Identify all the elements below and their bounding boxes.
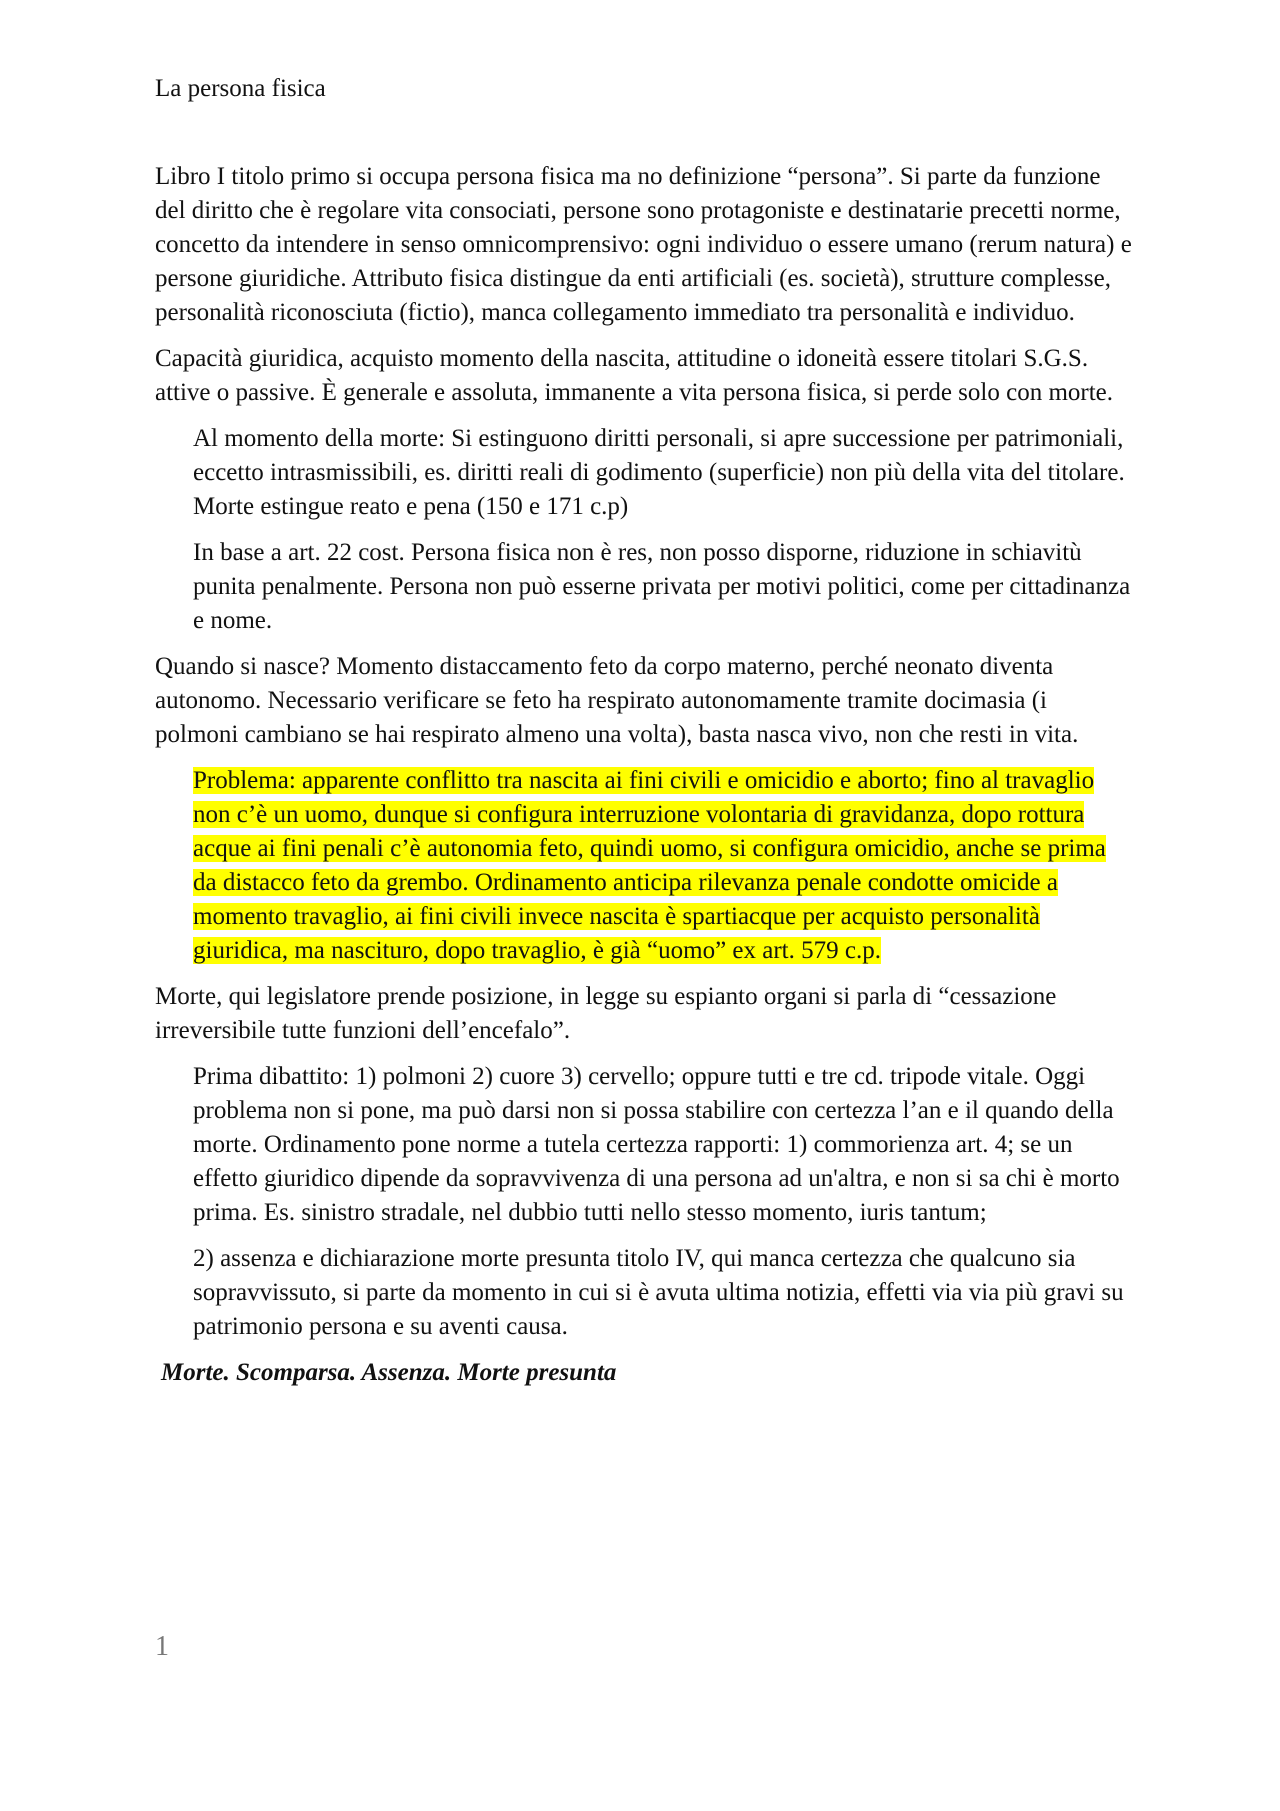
paragraph-assenza-morte-presunta: 2) assenza e dichiarazione morte presunta titolo IV, qui manca certezza che qualcuno sia sopravvissuto, si parte da momento in cui si è avuta ultima notizia, effetti via via più gravi su patrimonio persona e su aventi causa. <box>193 1245 1124 1340</box>
paragraph-morte-legislatore: Morte, qui legislatore prende posizione, in legge su espianto organi si parla di “cessazione irreversibile tutte funzioni dell’encefalo”. <box>155 983 1057 1044</box>
paragraph-problema-highlighted <box>193 764 1135 968</box>
page-header: La persona fisica <box>155 75 326 102</box>
paragraph-quando-si-nasce: Quando si nasce? Momento distaccamento feto da corpo materno, perché neonato diventa autonomo. Necessario verificare se feto ha respirato autonomamente tramite docimasia (i polmoni cambiano se hai respirato almeno una volta), basta nasca vivo, non che resti in vita. <box>155 653 1079 748</box>
document-body <box>155 160 1135 1390</box>
paragraph-dibattito-commorienza: Prima dibattito: 1) polmoni 2) cuore 3) cervello; oppure tutti e tre cd. tripode vitale. Oggi problema non si pone, ma può darsi non si possa stabilire con certezza l’an e il quando della morte. Ordinamento pone norme a tutela certezza rapporti: 1) commorienza art. 4; se un effetto giuridico dipende da sopravvivenza di una persona ad un'altra, e non si sa chi è morto prima. Es. sinistro stradale, nel dubbio tutti nello stesso momento, iuris tantum; <box>193 1063 1120 1226</box>
section-heading: Morte. Scomparsa. Assenza. Morte presunta <box>161 1359 617 1386</box>
page-number: 1 <box>155 1631 169 1662</box>
paragraph-art-22-cost: In base a art. 22 cost. Persona fisica non è res, non posso disporne, riduzione in schiavitù punita penalmente. Persona non può esserne privata per motivi politici, come per cittadinanza e nome. <box>193 539 1131 634</box>
paragraph-capacita-giuridica: Capacità giuridica, acquisto momento della nascita, attitudine o idoneità essere titolari S.G.S. attive o passive. È generale e assoluta, immanente a vita persona fisica, si perde solo con morte. <box>155 345 1114 406</box>
paragraph-momento-morte: Al momento della morte: Si estinguono diritti personali, si apre successione per patrimoniali, eccetto intrasmissibili, es. diritti reali di godimento (superficie) non più della vita del titolare. Morte estingue reato e pena (150 e 171 c.p) <box>193 425 1125 520</box>
paragraph-persona-definizione: Libro I titolo primo si occupa persona fisica ma no definizione “persona”. Si parte da funzione del diritto che è regolare vita consociati, persone sono protagoniste e destinatarie precetti norme, concetto da intendere in senso omnicomprensivo: ogni individuo o essere umano (rerum natura) e persone giuridiche. Attributo fisica distingue da enti artificiali (es. società), strutture complesse, personalità riconosciuta (fictio), manca collegamento immediato tra personalità e individuo. <box>155 163 1132 326</box>
highlighted-text: Problema: apparente conflitto tra nascita ai fini civili e omicidio e aborto; fino al travaglio non c’è un uomo, dunque si configura interruzione volontaria di gravidanza, dopo rottura acque ai fini penali c’è autonomia feto, quindi uomo, si configura omicidio, anche se prima da distacco feto da grembo. Ordinamento anticipa rilevanza penale condotte omicide a momento travaglio, ai fini civili invece nascita è spartiacque per acquisto personalità giuridica, ma nascituro, dopo travaglio, è già “uomo” ex art. 579 c.p. <box>193 767 1106 964</box>
